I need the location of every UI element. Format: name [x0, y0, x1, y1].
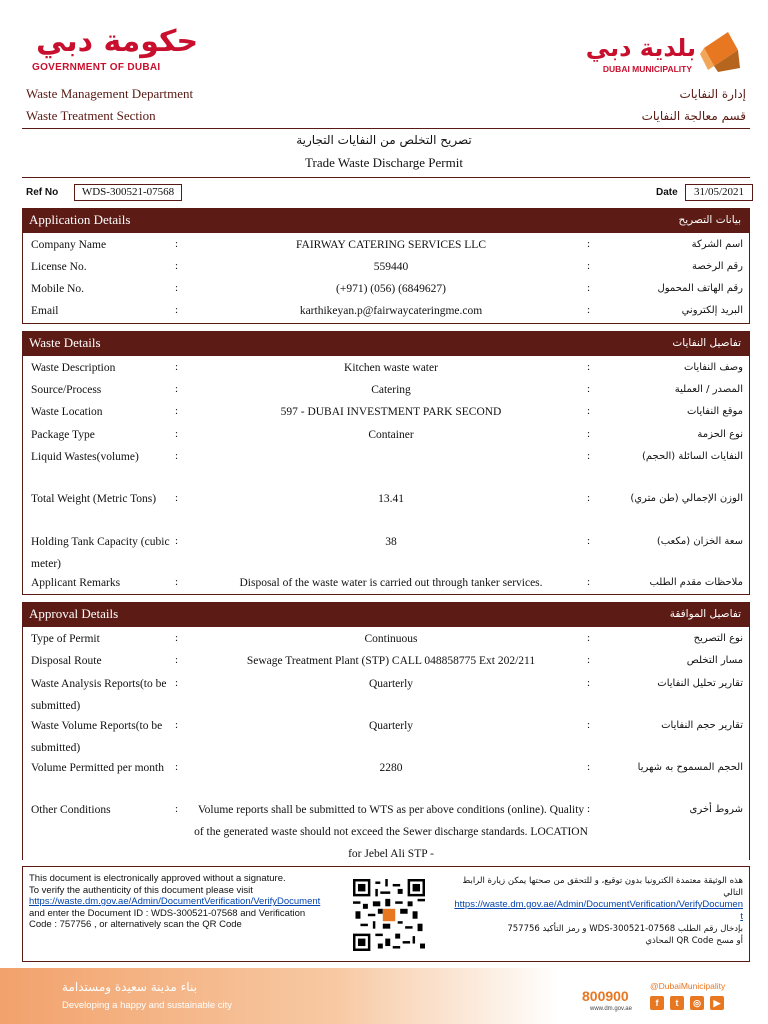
row-colon: :	[175, 761, 179, 773]
row-label: Liquid Wastes(volume)	[31, 451, 139, 463]
verification-text	[29, 873, 329, 931]
row-label-arabic: البريد إلكتروني	[681, 305, 743, 316]
permit-title: Trade Waste Discharge Permit	[305, 155, 463, 170]
row-colon: :	[175, 492, 179, 504]
row-colon: :	[587, 803, 591, 815]
contact-phone: 800900	[582, 988, 629, 1004]
verification-box	[22, 866, 750, 962]
row-colon: :	[175, 677, 179, 689]
department-name-arabic: إدارة النفايات	[679, 87, 746, 101]
row-label-arabic: تقارير تحليل النفايات	[657, 678, 743, 689]
row-label-arabic: نوع التصريح	[693, 633, 743, 644]
row-label: Volume Permitted per month	[31, 762, 164, 774]
row-label: Other Conditions	[31, 804, 111, 816]
row-value: Catering	[371, 384, 411, 396]
verification-link-arabic[interactable]: https://waste.dm.gov.ae/Admin/DocumentVerification/VerifyDocument	[454, 899, 743, 922]
government-of-dubai-logo	[26, 18, 226, 78]
row-label: Waste Volume Reports(to be submitted)	[31, 720, 163, 754]
row-label: Mobile No.	[31, 283, 85, 295]
row-colon: :	[587, 383, 591, 395]
permit-title-arabic: تصريح التخلص من النفايات التجارية	[296, 133, 472, 147]
row-value: Kitchen waste water	[344, 362, 438, 374]
header-divider	[22, 128, 750, 129]
application-details-section	[22, 208, 750, 324]
row-colon: :	[175, 282, 179, 294]
row-colon: :	[587, 428, 591, 440]
row-colon: :	[175, 304, 179, 316]
department-name: Waste Management Department	[26, 86, 194, 101]
row-colon: :	[587, 654, 591, 666]
date-value: 31/05/2021	[685, 184, 753, 201]
date-label: Date	[656, 187, 678, 198]
dubai-municipality-logo	[560, 20, 750, 80]
row-value: FAIRWAY CATERING SERVICES LLC	[295, 239, 487, 251]
row-label-arabic: الحجم المسموح به شهريا	[637, 762, 743, 773]
approval-details-section	[22, 602, 750, 860]
slogan-arabic: بناء مدينة سعيدة ومستدامة	[62, 980, 197, 994]
row-colon: :	[175, 361, 179, 373]
section-title: Waste Details	[29, 335, 101, 350]
row-colon: :	[175, 238, 179, 250]
row-label: Waste Description	[31, 362, 116, 374]
row-colon: :	[587, 361, 591, 373]
row-value: karthikeyan.p@fairwaycateringme.com	[299, 305, 483, 317]
row-label-arabic: وصف النفايات	[683, 362, 743, 373]
gov-logo-english: GOVERNMENT OF DUBAI	[32, 62, 161, 73]
row-value: (+971) (056) (6849627)	[336, 283, 446, 295]
row-colon: :	[587, 576, 591, 588]
verification-line-2: To verify the authenticity of this document please visit	[29, 884, 253, 896]
row-label-arabic: ملاحظات مقدم الطلب	[649, 577, 743, 588]
row-colon: :	[587, 304, 591, 316]
qr-code-icon[interactable]	[353, 879, 425, 951]
row-value: Sewage Treatment Plant (STP) CALL 048858775 Ext 202/211	[246, 655, 536, 667]
section-title-arabic: تفاصيل النفايات	[672, 337, 741, 349]
row-colon: :	[587, 492, 591, 504]
row-label: Holding Tank Capacity (cubic meter)	[31, 536, 170, 570]
dm-logo-english: DUBAI MUNICIPALITY	[602, 64, 692, 74]
verification-ar-line-3: أو مسح QR Code المحاذي	[645, 936, 743, 946]
row-label-arabic: الوزن الإجمالي (طن متري)	[630, 493, 743, 504]
row-label: Source/Process	[31, 384, 102, 396]
verification-ar-line-1: هذه الوثيقة معتمدة الكترونيا بدون توقيع، و للتحقق من صحتها يمكن زيارة الرابط التالي	[462, 876, 743, 898]
row-label-arabic: المصدر / العملية	[674, 384, 743, 395]
verification-link[interactable]: https://waste.dm.gov.ae/Admin/DocumentVerification/VerifyDocument	[29, 896, 321, 907]
row-label: Total Weight (Metric Tons)	[31, 493, 157, 505]
twitter-icon[interactable]: t	[670, 996, 684, 1010]
ref-no-label: Ref No	[26, 187, 59, 198]
row-label: License No.	[31, 261, 87, 273]
row-label-arabic: اسم الشركة	[691, 239, 743, 250]
row-colon: :	[587, 632, 591, 644]
row-value: Volume reports shall be submitted to WTS as per above conditions (online). Quality of the generated waste should not exceed the Sewer discharge standards. LOCATION for Jebel Ali STP -	[194, 804, 588, 860]
row-colon: :	[587, 677, 591, 689]
waste-details-header	[23, 332, 749, 356]
slogan-band	[0, 968, 560, 1024]
ref-no-value: WDS-300521-07568	[74, 184, 182, 201]
verification-ar-line-2: بإدخال رقم الطلب WDS-300521-07568 و رمز التأكيد 757756	[507, 924, 743, 934]
row-colon: :	[175, 260, 179, 272]
row-label-arabic: النفايات السائلة (الحجم)	[642, 451, 743, 462]
row-colon: :	[587, 282, 591, 294]
row-label: Waste Analysis Reports(to be submitted)	[31, 678, 167, 712]
row-label: Applicant Remarks	[31, 577, 121, 589]
row-value: 13.41	[378, 493, 404, 505]
gov-logo-arabic: حكومة دبي	[36, 24, 199, 59]
row-value: Disposal of the waste water is carried out through tanker services.	[239, 577, 543, 589]
verification-text-arabic	[453, 875, 743, 947]
waste-details-section	[22, 331, 750, 595]
verification-line-3: and enter the Document ID : WDS-300521-07568 and Verification Code : 757756 , or alternatively scan the QR Code	[29, 907, 306, 930]
section-name: Waste Treatment Section	[26, 108, 156, 123]
slogan: Developing a happy and sustainable city	[62, 1000, 233, 1011]
row-value: 2280	[379, 762, 403, 774]
row-value: Quarterly	[368, 678, 414, 690]
section-name-arabic: قسم معالجة النفايات	[641, 109, 746, 123]
row-colon: :	[587, 719, 591, 731]
row-colon: :	[175, 535, 179, 547]
row-label: Waste Location	[31, 406, 103, 418]
dm-logo-mark-icon	[698, 28, 744, 74]
row-colon: :	[175, 803, 179, 815]
row-colon: :	[587, 260, 591, 272]
row-value: Quarterly	[368, 720, 414, 732]
verification-line-1: This document is electronically approved without a signature.	[29, 873, 286, 884]
row-colon: :	[587, 238, 591, 250]
row-colon: :	[175, 654, 179, 666]
row-label-arabic: شروط أخرى	[689, 804, 743, 815]
title-divider	[22, 177, 750, 178]
row-colon: :	[587, 761, 591, 773]
section-title-arabic: بيانات التصريح	[678, 214, 741, 226]
row-value: Continuous	[364, 633, 418, 645]
section-title-arabic: تفاصيل الموافقة	[669, 608, 741, 620]
row-colon: :	[587, 450, 591, 462]
row-label-arabic: مسار التخلص	[686, 655, 743, 666]
website: www.dm.gov.ae	[590, 1006, 632, 1012]
approval-details-header	[23, 603, 749, 627]
row-value: 597 - DUBAI INVESTMENT PARK SECOND	[280, 406, 502, 418]
dm-logo-arabic: بلدية دبي	[585, 34, 696, 62]
row-colon: :	[175, 576, 179, 588]
row-value: Container	[368, 429, 414, 441]
bottom-banner	[0, 968, 768, 1024]
row-label: Disposal Route	[31, 655, 102, 667]
row-colon: :	[175, 428, 179, 440]
row-value: 38	[385, 536, 397, 548]
row-label-arabic: تقارير حجم النفايات	[661, 720, 743, 731]
instagram-icon[interactable]: ◎	[690, 996, 704, 1010]
row-label-arabic: رقم الهاتف المحمول	[657, 283, 743, 294]
row-colon: :	[175, 719, 179, 731]
row-colon: :	[587, 535, 591, 547]
row-label-arabic: موقع النفايات	[687, 406, 743, 417]
section-title: Approval Details	[29, 606, 119, 621]
row-label-arabic: نوع الحزمة	[697, 429, 743, 440]
row-colon: :	[175, 405, 179, 417]
row-colon: :	[587, 405, 591, 417]
row-label-arabic: رقم الرخصة	[691, 261, 743, 272]
row-label: Email	[31, 305, 59, 317]
application-details-header	[23, 209, 749, 233]
section-title: Application Details	[29, 212, 131, 227]
row-label-arabic: سعة الخزان (مكعب)	[656, 536, 743, 547]
row-value: 559440	[373, 261, 409, 273]
row-label: Type of Permit	[31, 633, 100, 645]
row-colon: :	[175, 383, 179, 395]
social-handle: @DubaiMunicipality	[650, 981, 726, 991]
row-colon: :	[175, 632, 179, 644]
row-colon: :	[175, 450, 179, 462]
row-label: Company Name	[31, 239, 107, 251]
youtube-icon[interactable]: ▶	[710, 996, 724, 1010]
row-label: Package Type	[31, 429, 95, 441]
facebook-icon[interactable]: f	[650, 996, 664, 1010]
